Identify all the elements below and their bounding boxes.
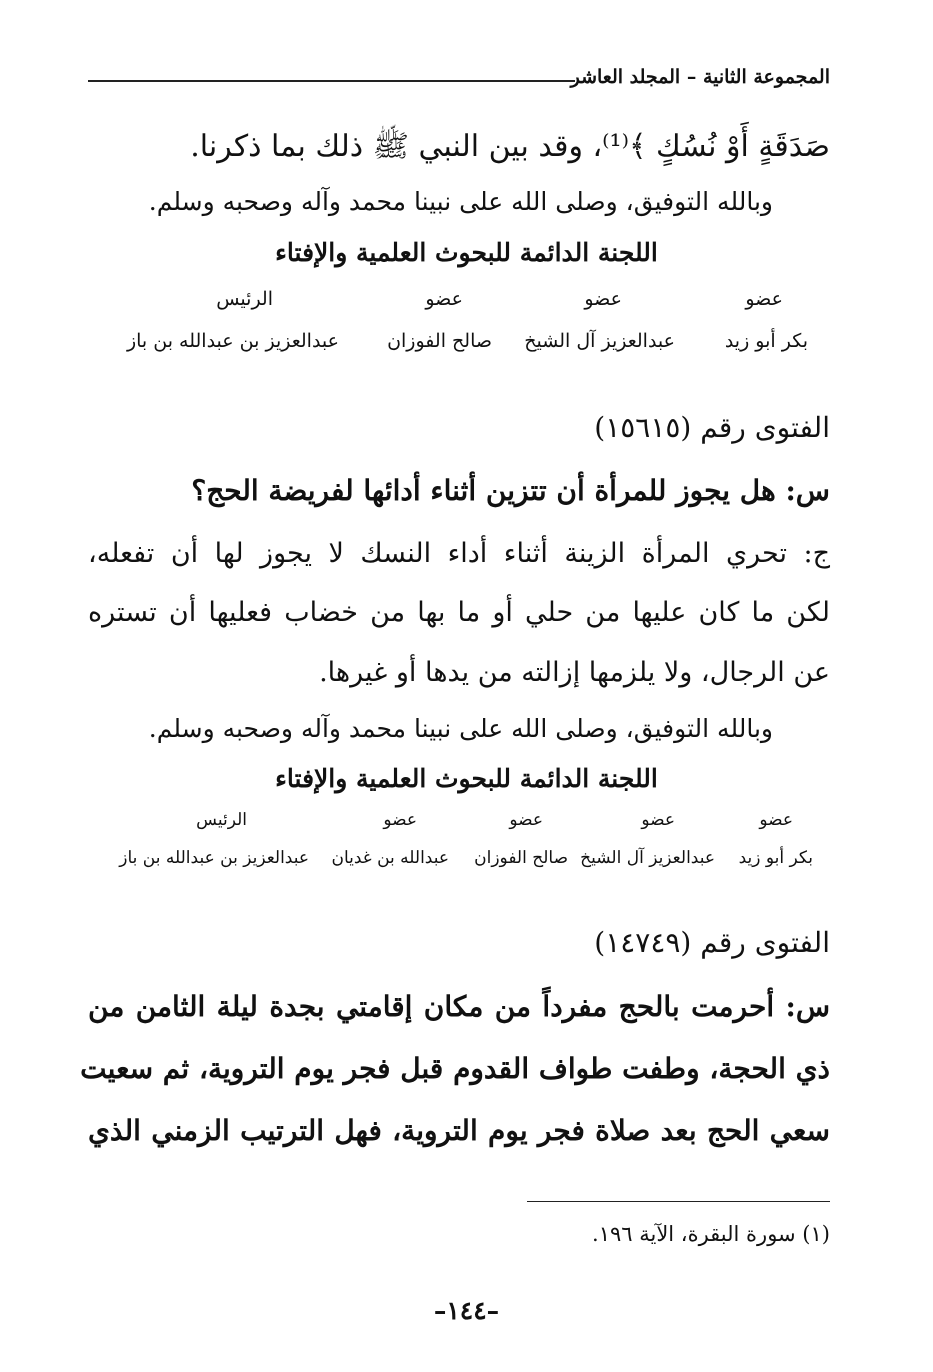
fatwa-2-question-line: ذي الحجة، وطفت طواف القدوم قبل فجر يوم التروية، ثم سعيت: [80, 1052, 830, 1085]
signature-name: عبدالعزيز آل الشيخ: [524, 330, 675, 352]
footnote: (١) سورة البقرة، الآية ١٩٦.: [592, 1222, 830, 1246]
fatwa-1-question: س: هل يجوز للمرأة أن تتزين أثناء أدائها لفريضة الحج؟: [191, 474, 830, 507]
fatwa-2-question-line: س: أحرمت بالحج مفرداً من مكان إقامتي بجدة ليلة الثامن من: [88, 990, 830, 1023]
continuation-line: صَدَقَةٍ أَوْ نُسُكٍ ﴾⁽¹⁾، وقد بين النبي ﷺ ذلك بما ذكرنا.: [190, 129, 830, 164]
signature-role: عضو: [641, 810, 675, 830]
closing-formula-2: وبالله التوفيق، وصلى الله على نبينا محمد وآله وصحبه وسلم.: [148, 714, 773, 743]
signature-name: صالح الفوزان: [474, 848, 568, 868]
signature-name: عبدالعزيز بن عبدالله بن باز: [119, 848, 309, 868]
fatwa-number-2: الفتوى رقم (١٤٧٤٩): [594, 926, 830, 959]
footnote-rule: [527, 1201, 830, 1202]
signature-role: الرئيس: [216, 288, 273, 310]
signature-name: عبدالعزيز بن عبدالله بن باز: [126, 330, 339, 352]
header-rule: [88, 80, 575, 82]
fatwa-number-1: الفتوى رقم (١٥٦١٥): [594, 411, 830, 444]
committee-title-1: اللجنة الدائمة للبحوث العلمية والإفتاء: [275, 238, 658, 267]
fatwa-2-question-line: سعي الحج بعد صلاة فجر يوم التروية، فهل الترتيب الزمني الذي: [88, 1114, 830, 1147]
signature-name: عبدالعزيز آل الشيخ: [580, 848, 715, 868]
signature-name: بكر أبو زيد: [724, 330, 808, 352]
committee-title-2: اللجنة الدائمة للبحوث العلمية والإفتاء: [275, 764, 658, 793]
signature-role: عضو: [759, 810, 793, 830]
signature-name: بكر أبو زيد: [738, 848, 813, 868]
page-number: –١٤٤–: [433, 1296, 500, 1325]
fatwa-1-answer-line: ج: تحري المرأة الزينة أثناء أداء النسك لا يجوز لها أن تفعله،: [88, 538, 830, 569]
signature-role: عضو: [383, 810, 417, 830]
signature-role: عضو: [425, 288, 463, 310]
fatwa-1-answer-line: عن الرجال، ولا يلزمها إزالته من يدها أو غيرها.: [319, 657, 830, 688]
closing-formula-1: وبالله التوفيق، وصلى الله على نبينا محمد وآله وصحبه وسلم.: [148, 187, 773, 216]
running-header: المجموعة الثانية – المجلد العاشر: [570, 66, 830, 88]
signature-role: عضو: [509, 810, 543, 830]
signature-role: عضو: [745, 288, 783, 310]
signature-name: عبدالله بن غديان: [331, 848, 449, 868]
signature-role: عضو: [584, 288, 622, 310]
fatwa-1-answer-line: لكن ما كان عليها من حلي أو ما بها من خضاب فعليها أن تستره: [88, 597, 830, 628]
signature-name: صالح الفوزان: [387, 330, 492, 352]
signature-role: الرئيس: [196, 810, 247, 830]
